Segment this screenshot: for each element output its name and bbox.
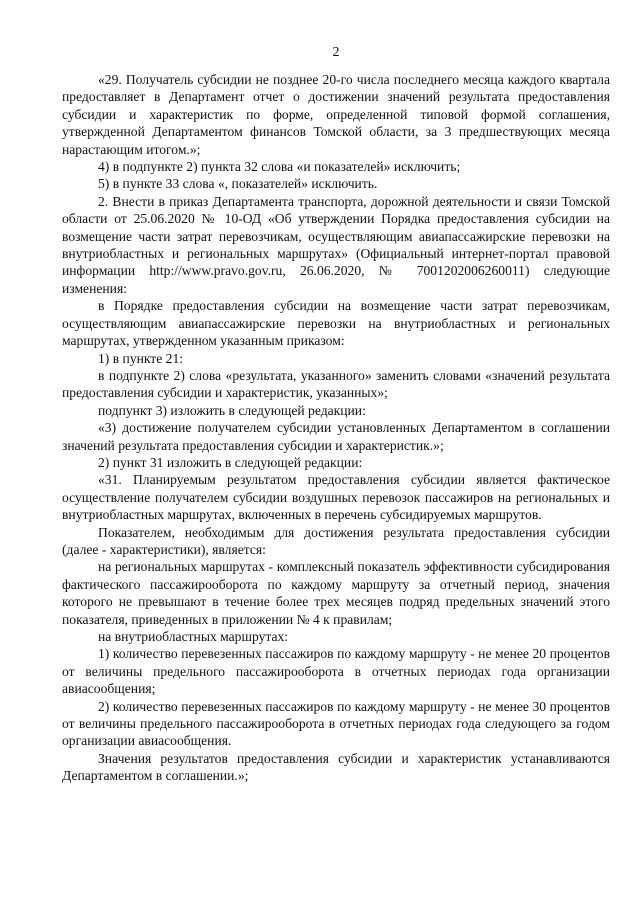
paragraph-subpoint-3-intro: подпункт 3) изложить в следующей редакции:	[98, 402, 366, 418]
paragraph-subpoint-3-text: «3) достижение получателем субсидии установленных Департаментом в соглашении значений результата предоставления субсидии и характеристик.»;	[62, 420, 610, 453]
paragraph-passengers-20: 1) количество перевезенных пассажиров по каждому маршруту - не менее 20 процентов от величины предельного пассажирооборота в отчетных периодах года организации авиасообщения;	[62, 646, 610, 697]
paragraph-regional-routes: на региональных маршрутах - комплексный показатель эффективности субсидирования фактического пассажирооборота по каждому маршруту за отчетный период, значения которого не превышают в течение более трех месяцев подряд предельных значений этого показателя, приведенных в приложении № 4 к правилам;	[62, 559, 610, 627]
paragraph-intraregional-routes: на внутриобластных маршрутах:	[98, 629, 289, 644]
paragraph-item-4: 4) в подпункте 2) пункта 32 слова «и показателей» исключить;	[98, 159, 461, 175]
paragraph-order-amendment: 2. Внести в приказ Департамента транспорта, дорожной деятельности и связи Томской области от 25.06.2020 № 10-ОД «Об утверждении Порядка предоставления субсидии на возмещение части затрат перевозчикам, осуществляющим авиапассажирские перевозки на внутриобластных и региональных маршрутах» (Официальный интернет-портал правовой информации http://www.pravo.gov.ru, 26.06.2020, № 7001202006260011) следующие изменения:	[62, 193, 610, 296]
document-body	[62, 71, 610, 785]
paragraph-procedure-intro: в Порядке предоставления субсидии на возмещение части затрат перевозчикам, осуществляющим авиапассажирские перевозки на внутриобластных и региональных маршрутах, утвержденном указанным приказом:	[62, 298, 610, 349]
paragraph-subpoint-2: в подпункте 2) слова «результата, указанного» заменить словами «значений результата предоставления субсидии и характеристик, указанных»;	[62, 367, 610, 401]
page-number: 2	[332, 45, 340, 60]
document-page	[62, 0, 610, 905]
paragraph-point-21: 1) в пункте 21:	[98, 350, 184, 366]
paragraph-29-report: «29. Получатель субсидии не позднее 20-го числа последнего месяца каждого квартала предоставляет в Департамент отчет о достижении значений результата предоставления субсидии и характеристик по форме, определенной типовой формой соглашения, утвержденной Департаментом финансов Томской области, за 3 предшествующих месяца нарастающим итогом.»;	[62, 72, 610, 157]
paragraph-point-31-result: «31. Планируемым результатом предоставления субсидии является фактическое осуществление получателем субсидии воздушных перевозок пассажиров на региональных и внутриобластных маршрутах, включенных в перечень субсидируемых маршрутов.	[62, 472, 610, 523]
paragraph-point-31-intro: 2) пункт 31 изложить в следующей редакции:	[98, 454, 363, 470]
paragraph-passengers-30: 2) количество перевезенных пассажиров по каждому маршруту - не менее 30 процентов от величины предельного пассажирооборота в отчетных периодах года следующего за годом организации авиасообщения.	[62, 698, 610, 749]
paragraph-item-5: 5) в пункте 33 слова «, показателей» исключить.	[98, 176, 378, 192]
paragraph-indicator: Показателем, необходимым для достижения результата предоставления субсидии (далее - характеристики), является:	[62, 524, 610, 557]
paragraph-values-agreement: Значения результатов предоставления субсидии и характеристик устанавливаются Департаментом в соглашении.»;	[62, 750, 610, 784]
